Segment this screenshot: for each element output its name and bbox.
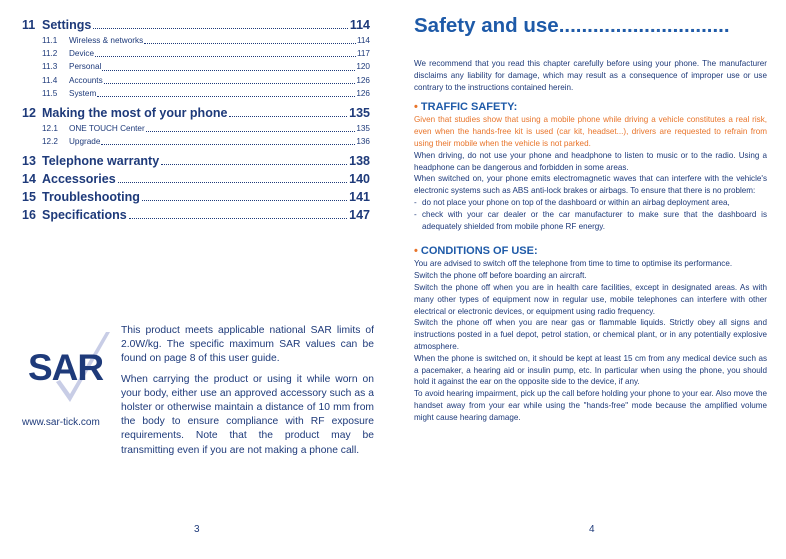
toc-entry[interactable] — [22, 104, 370, 122]
toc-number: 12.1 — [42, 124, 58, 134]
toc-title: System — [69, 88, 97, 98]
page-title: Safety and use.............................. — [414, 14, 730, 37]
toc-number: 14 — [22, 172, 36, 187]
toc-title: Accessories — [42, 172, 116, 187]
paragraph: Switch the phone off before boarding an aircraft. — [414, 271, 587, 281]
toc-leader — [118, 170, 347, 183]
toc-title: Device — [69, 49, 95, 59]
toc-leader — [129, 206, 347, 219]
page-number: 4 — [589, 524, 595, 535]
intro-paragraph: We recommend that you read this chapter carefully before using your phone. The manufacturer disclaims any liability for damage, which may result as a consequence of improper use or use contrary to the instructions contained herein. — [414, 59, 767, 92]
toc-number: 11.1 — [42, 36, 58, 45]
toc-number: 13 — [22, 154, 36, 169]
sar-url: www.sar-tick.com — [22, 417, 100, 428]
toc-page: 136 — [356, 137, 370, 147]
toc-leader — [142, 188, 347, 201]
toc-leader — [95, 47, 356, 57]
toc-page: 141 — [349, 190, 370, 205]
toc-entry[interactable] — [22, 188, 370, 206]
toc-page: 117 — [356, 49, 370, 59]
toc-subentry[interactable] — [22, 122, 370, 135]
paragraph: Switch the phone off when you are in health care facilities, except in designated areas. As with many other types of equipment now in regular use, mobile telephones can interfere with other electrical or electronic devices, or equipment using radio frequency. — [414, 282, 767, 316]
toc-leader — [161, 152, 347, 165]
toc-page: 147 — [349, 208, 370, 223]
toc-number: 11.2 — [42, 49, 58, 59]
page-number: 3 — [194, 524, 200, 535]
toc-title: Troubleshooting — [42, 190, 140, 205]
toc-leader — [144, 34, 356, 44]
toc-entry[interactable] — [22, 206, 370, 224]
toc-subentry[interactable] — [22, 135, 370, 148]
toc-leader — [101, 135, 355, 145]
toc-number: 16 — [22, 208, 36, 223]
traffic-warning: Given that studies show that using a mobile phone while driving a vehicle constitutes a real risk, even when the hands-free kit is used (car kit, headset...), drivers are requested to refrain from using their mobile when the vehicle is not parked. — [414, 115, 767, 148]
toc-title: Personal — [69, 62, 102, 72]
toc-leader — [102, 60, 355, 70]
toc-leader — [229, 104, 347, 117]
toc-entry[interactable] — [22, 170, 370, 188]
right-page — [393, 0, 786, 559]
toc-page: 135 — [349, 106, 370, 121]
toc-number: 15 — [22, 190, 36, 205]
toc-entry[interactable] — [22, 152, 370, 170]
toc-title: Telephone warranty — [42, 154, 160, 169]
toc-subentry[interactable] — [22, 34, 370, 47]
paragraph: When the phone is switched on, it should be kept at least 15 cm from any medical device such as a pacemaker, a hearing aid or insulin pump, etc. In particular when using the phone, you should hold it against the ear on the opposite side to the device, if any. — [414, 353, 767, 387]
toc-page: 126 — [356, 88, 370, 98]
toc-leader — [104, 74, 356, 84]
sar-description — [121, 324, 374, 464]
toc-subentry[interactable] — [22, 47, 370, 60]
toc-page: 120 — [356, 62, 370, 72]
bullet-icon: • — [414, 245, 421, 258]
toc-title: Making the most of your phone — [42, 106, 228, 121]
paragraph: When driving, do not use your phone and headphone to listen to music or to the radio. Using a headphone can be dangerous and forbidden in some areas. — [414, 150, 767, 172]
toc-leader — [97, 87, 355, 97]
sar-paragraph: When carrying the product or using it while worn on your body, either use an approved accessory such as a holster or otherwise maintain a distance of 10 mm from the body to ensure compliance with RF exposure requirements. Note that the product may be transmitting even if you are not making a phone call. — [121, 373, 374, 456]
toc-page: 140 — [349, 172, 370, 187]
toc-number: 12.2 — [42, 137, 58, 147]
section-heading-traffic: • TRAFFIC SAFETY: — [414, 101, 518, 114]
toc-subentry[interactable] — [22, 87, 370, 100]
toc-title: Specifications — [42, 208, 127, 223]
toc-leader — [146, 122, 356, 132]
toc-entry[interactable] — [22, 16, 370, 34]
toc-subentry[interactable] — [22, 60, 370, 73]
toc-number: 11 — [22, 18, 36, 32]
toc-page: 138 — [349, 154, 370, 169]
paragraph: You are advised to switch off the telephone from time to time to optimise its performance. — [414, 259, 733, 269]
list-item: - do not place your phone on top of the dashboard or within an airbag deployment area, — [414, 197, 730, 207]
sar-logo-text: SAR — [28, 347, 104, 388]
toc-title: Accounts — [69, 75, 103, 85]
toc-number: 11.3 — [42, 62, 58, 72]
bullet-icon: • — [414, 101, 421, 114]
sar-paragraph: This product meets applicable national SAR limits of 2.0W/kg. The specific maximum SAR values can be found on page 8 of this user guide. — [121, 325, 374, 365]
toc-title: Upgrade — [69, 137, 101, 147]
paragraph: Switch the phone off when you are near gas or flammable liquids. Strictly obey all signs and instructions posted in a fuel depot, petrol station, or chemical plant, or in any potentially explosive atmosphere. — [414, 318, 767, 351]
toc-page: 126 — [356, 75, 370, 85]
toc-leader — [93, 16, 348, 29]
paragraph: To avoid hearing impairment, pick up the call before holding your phone to your ear. Also move the handset away from your ear while using the "hands-free" mode because the amplified volume might cause hearing damage. — [414, 389, 767, 422]
toc-subentry[interactable] — [22, 74, 370, 87]
section-heading-conditions: • CONDITIONS OF USE: — [414, 245, 538, 258]
safety-body — [414, 58, 767, 424]
toc-number: 12 — [22, 106, 36, 121]
toc-page: 135 — [356, 124, 370, 134]
toc-number: 11.4 — [42, 75, 58, 85]
table-of-contents — [22, 16, 370, 224]
toc-title: Settings — [42, 18, 92, 32]
list-item: - check with your car dealer or the car manufacturer to make sure that the dashboard is adequately shielded from mobile phone RF energy. — [414, 209, 767, 231]
toc-number: 11.5 — [42, 88, 58, 98]
toc-page: 114 — [349, 18, 370, 32]
toc-page: 114 — [356, 36, 370, 45]
toc-title: ONE TOUCH Center — [69, 124, 145, 134]
toc-title: Wireless & networks — [69, 36, 144, 45]
paragraph: When switched on, your phone emits electromagnetic waves that can interfere with the vehicle's electronic systems such as ABS anti-lock brakes or airbags. To ensure that there is no problem: — [414, 174, 767, 196]
